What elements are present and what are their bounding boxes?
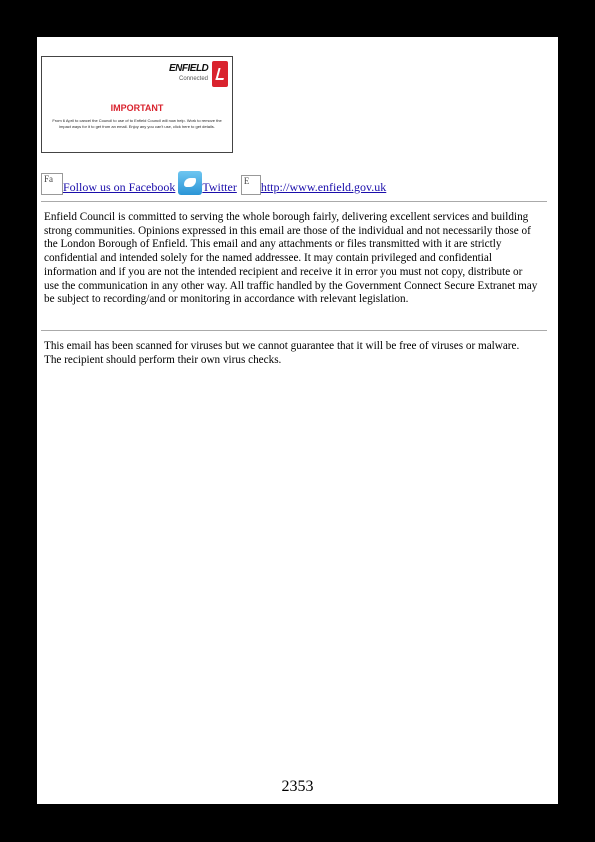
enfield-logo-subtext: Connected <box>179 76 209 82</box>
enfield-logo-text: ENFIELD <box>169 63 209 74</box>
twitter-icon[interactable] <box>178 171 202 195</box>
twitter-link[interactable]: Twitter <box>202 180 237 194</box>
facebook-icon[interactable]: Fa <box>41 173 63 195</box>
facebook-link[interactable]: Follow us on Facebook <box>63 180 176 194</box>
divider-top <box>41 201 547 202</box>
website-link[interactable]: http://www.enfield.gov.uk <box>260 180 387 194</box>
banner-body-text: From 6 April to cancel the Council to use of to Enfield Council will now help. Work to remove the impact ways for it to get from an email. Enjoy any you can't use, click here to get details. <box>52 118 222 129</box>
disclaimer-paragraph: Enfield Council is committed to serving the whole borough fairly, delivering excellent services and building strong communities. Opinions expressed in this email are those of the individual and not necessarily those of the London Borough of Enfield. This email and any attachments or files transmitted with it are strictly confidential and intended solely for the named addressee. It may contain privileged and confidential information and if you are not the intended recipient and receive it in error you must not copy, distribute or use the communication in any other way. All traffic handled by the Government Connect Secure Extranet may be subject to recording/and or monitoring in accordance with relevant legislation. <box>44 211 538 306</box>
banner-heading: IMPORTANT <box>110 103 164 113</box>
divider-bottom <box>41 330 547 331</box>
social-links-row <box>41 167 386 195</box>
important-notice-banner[interactable] <box>41 56 233 153</box>
enfield-icon[interactable]: E <box>241 175 261 195</box>
enfield-logo-icon <box>212 61 228 87</box>
virus-notice-paragraph: This email has been scanned for viruses but we cannot guarantee that it will be free of viruses or malware. The recipient should perform their own virus checks. <box>44 340 520 366</box>
page-number: 2353 <box>281 778 314 795</box>
document-page <box>37 37 558 804</box>
